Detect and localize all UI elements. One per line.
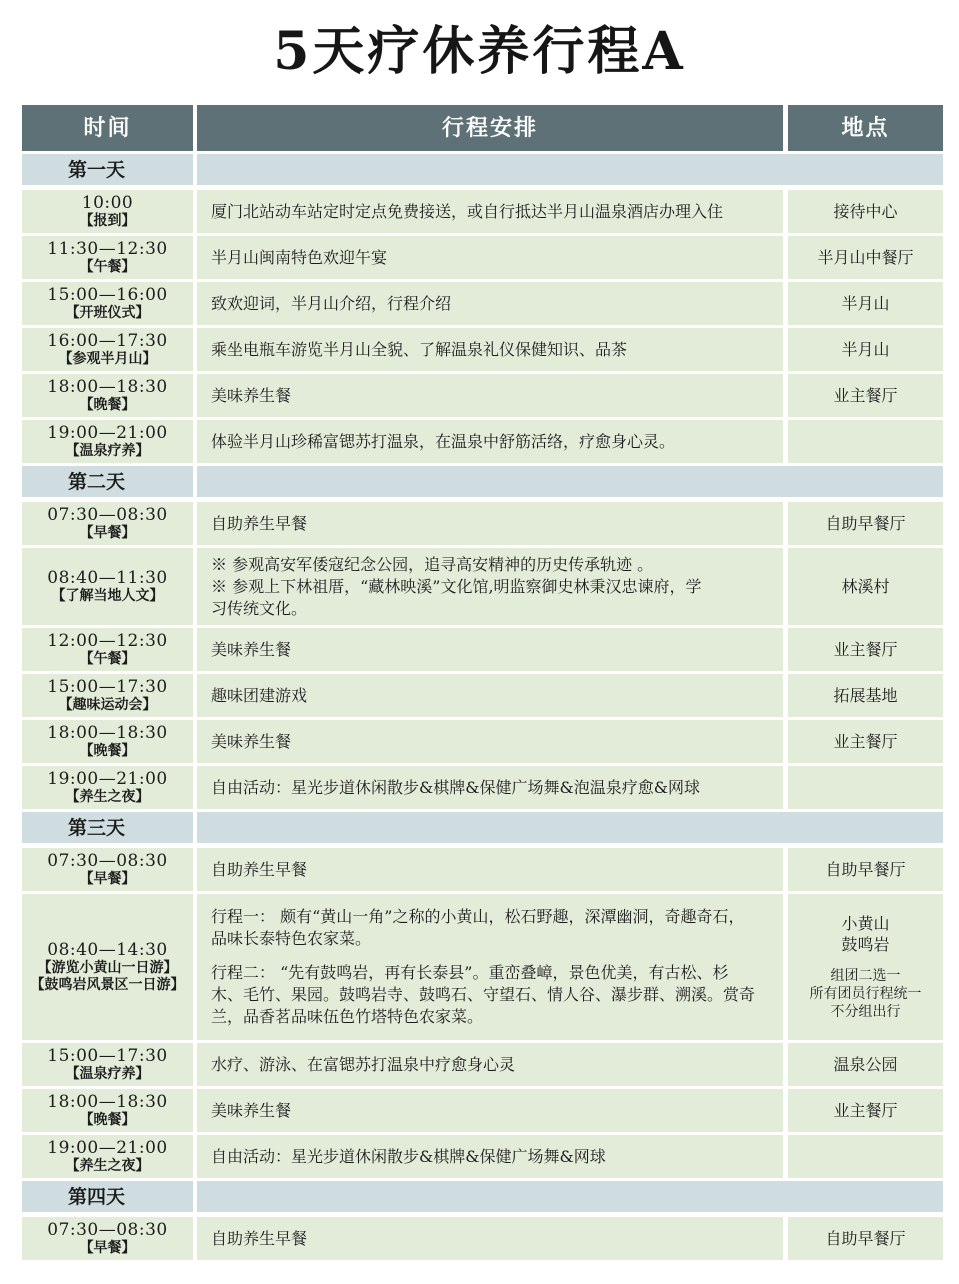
- schedule-text: 半月山闽南特色欢迎午宴: [211, 247, 388, 267]
- table-row: [22, 236, 943, 279]
- day-header: [22, 154, 943, 187]
- time-cell: [22, 720, 193, 763]
- day-label: 第三天: [68, 817, 126, 839]
- place-text: 小黄山: [841, 914, 890, 933]
- schedule-text: 自由活动：星光步道休闲散步&棋牌&保健广场舞&泡温泉疗愈&网球: [211, 777, 700, 797]
- time-cell: [22, 236, 193, 279]
- activity-tag: 【晚餐】: [79, 1111, 136, 1128]
- time-range: 08:40—11:30: [47, 567, 168, 588]
- place-note: 所有团员行程统一: [809, 986, 922, 1002]
- place-text: 林溪村: [841, 577, 890, 596]
- time-range: 15:00—17:30: [47, 676, 168, 697]
- table-row: [22, 420, 943, 463]
- place-text: 自助早餐厅: [825, 860, 906, 879]
- table-row: [22, 894, 943, 1040]
- activity-tag: 【晚餐】: [79, 396, 136, 413]
- schedule-text: 自由活动：星光步道休闲散步&棋牌&保健广场舞&网球: [211, 1146, 606, 1166]
- place-cell: [788, 1043, 943, 1086]
- table-row: [22, 328, 943, 371]
- activity-tag: 【参观半月山】: [58, 350, 157, 367]
- place-text: 业主餐厅: [833, 386, 898, 405]
- table-row: [22, 502, 943, 545]
- table-row: [22, 766, 943, 809]
- time-range: 18:00—18:30: [47, 376, 168, 397]
- place-cell: [788, 374, 943, 417]
- place-cell: [788, 766, 943, 809]
- schedule-cell: [197, 548, 783, 625]
- schedule-table: [22, 151, 943, 1260]
- schedule-text: 自助养生早餐: [211, 1228, 308, 1248]
- table-row: [22, 190, 943, 233]
- schedule-cell: [197, 1089, 783, 1132]
- time-range: 07:30—08:30: [47, 850, 168, 871]
- time-range: 16:00—17:30: [47, 330, 168, 351]
- place-text: 拓展基地: [833, 686, 898, 705]
- place-note: 不分组出行: [830, 1004, 901, 1020]
- table-row: [22, 720, 943, 763]
- schedule-cell: [197, 420, 783, 463]
- place-cell: [788, 1089, 943, 1132]
- time-range: 10:00: [81, 192, 134, 213]
- place-cell: [788, 894, 943, 1040]
- time-cell: [22, 848, 193, 891]
- place-cell: [788, 548, 943, 625]
- schedule-text: ※ 参观上下林祖厝，“藏林映溪”文化馆,明监察御史林秉汉忠谏府，学: [211, 576, 702, 596]
- activity-tag: 【鼓鸣岩风景区一日游】: [30, 976, 185, 993]
- time-cell: [22, 502, 193, 545]
- time-range: 19:00—21:00: [47, 1137, 168, 1158]
- time-cell: [22, 1135, 193, 1178]
- activity-tag: 【早餐】: [79, 524, 136, 541]
- place-cell: [788, 720, 943, 763]
- schedule-text: ※ 参观高安军倭寇纪念公园，追寻高安精神的历史传承轨迹 。: [211, 554, 654, 574]
- time-cell: [22, 766, 193, 809]
- activity-tag: 【温泉疗养】: [65, 442, 150, 459]
- activity-tag: 【开班仪式】: [65, 304, 150, 321]
- place-text: 半月山: [841, 340, 890, 359]
- place-text: 鼓鸣岩: [841, 935, 890, 954]
- time-cell: [22, 628, 193, 671]
- day-header: [22, 1181, 943, 1214]
- place-cell: [788, 1135, 943, 1178]
- place-text: 温泉公园: [833, 1055, 898, 1074]
- place-cell: [788, 674, 943, 717]
- place-text: 自助早餐厅: [825, 514, 906, 533]
- place-note: 组团二选一: [830, 968, 901, 984]
- place-cell: [788, 502, 943, 545]
- time-range: 11:30—12:30: [47, 238, 168, 259]
- time-range: 07:30—08:30: [47, 504, 168, 525]
- day-label: 第四天: [68, 1186, 126, 1208]
- activity-tag: 【养生之夜】: [65, 1157, 150, 1174]
- activity-tag: 【趣味运动会】: [58, 696, 157, 713]
- place-cell: [788, 628, 943, 671]
- time-range: 08:40—14:30: [47, 939, 168, 960]
- time-cell: [22, 1217, 193, 1260]
- place-text: 业主餐厅: [833, 640, 898, 659]
- time-cell: [22, 190, 193, 233]
- schedule-cell: [197, 236, 783, 279]
- time-range: 15:00—16:00: [47, 284, 168, 305]
- table-row: [22, 1089, 943, 1132]
- time-cell: [22, 674, 193, 717]
- activity-tag: 【早餐】: [79, 870, 136, 887]
- time-range: 18:00—18:30: [47, 1091, 168, 1112]
- activity-tag: 【游览小黄山一日游】: [37, 959, 178, 976]
- schedule-text: 兰，品香茗品味伍色竹塔特色农家菜。: [211, 1007, 484, 1026]
- schedule-cell: [197, 848, 783, 891]
- schedule-text: 习传统文化。: [211, 598, 308, 618]
- header-time: 时间: [22, 105, 193, 151]
- time-cell: [22, 1043, 193, 1086]
- schedule-text: 美味养生餐: [211, 385, 292, 405]
- place-text: 半月山: [841, 294, 890, 313]
- table-row: [22, 628, 943, 671]
- table-row: [22, 1135, 943, 1178]
- time-range: 19:00—21:00: [47, 422, 168, 443]
- schedule-cell: [197, 894, 783, 1040]
- place-cell: [788, 190, 943, 233]
- schedule-text: 美味养生餐: [211, 639, 292, 659]
- time-cell: [22, 894, 193, 1040]
- schedule-text: 品味长泰特色农家菜。: [211, 929, 372, 948]
- time-cell: [22, 1089, 193, 1132]
- place-cell: [788, 420, 943, 463]
- schedule-text: 趣味团建游戏: [211, 685, 308, 705]
- place-text: 业主餐厅: [833, 1101, 898, 1120]
- activity-tag: 【晚餐】: [79, 742, 136, 759]
- place-cell: [788, 282, 943, 325]
- activity-tag: 【午餐】: [79, 258, 136, 275]
- schedule-text: 行程二： “先有鼓鸣岩，再有长泰县”。重峦叠嶂，景色优美，有古松、杉: [211, 963, 729, 982]
- time-range: 12:00—12:30: [47, 630, 168, 651]
- schedule-text: 乘坐电瓶车游览半月山全貌、了解温泉礼仪保健知识、品茶: [211, 339, 628, 359]
- schedule-cell: [197, 1135, 783, 1178]
- schedule-cell: [197, 628, 783, 671]
- activity-tag: 【了解当地人文】: [51, 587, 164, 604]
- header-place: 地点: [788, 105, 943, 151]
- schedule-text: 厦门北站动车站定时定点免费接送，或自行抵达半月山温泉酒店办理入住: [211, 201, 724, 221]
- table-row: [22, 848, 943, 891]
- day-header: [22, 466, 943, 499]
- schedule-text: 木、毛竹、果园。鼓鸣岩寺、鼓鸣石、守望石、情人谷、瀑步群、溯溪。赏奇: [211, 985, 756, 1004]
- schedule-cell: [197, 1217, 783, 1260]
- day-header: [22, 812, 943, 845]
- page-title: 5天疗休养行程A: [273, 21, 686, 82]
- place-text: 半月山中餐厅: [817, 248, 914, 267]
- schedule-cell: [197, 1043, 783, 1086]
- activity-tag: 【早餐】: [79, 1239, 136, 1256]
- schedule-text: 自助养生早餐: [211, 513, 308, 533]
- time-cell: [22, 420, 193, 463]
- schedule-text: 美味养生餐: [211, 731, 292, 751]
- schedule-text: 自助养生早餐: [211, 859, 308, 879]
- schedule-text: 行程一： 颇有“黄山一角”之称的小黄山，松石野趣，深潭幽洞，奇趣奇石，: [211, 907, 745, 926]
- table-row: [22, 374, 943, 417]
- table-row: [22, 1217, 943, 1260]
- schedule-cell: [197, 282, 783, 325]
- time-range: 15:00—17:30: [47, 1045, 168, 1066]
- schedule-cell: [197, 674, 783, 717]
- activity-tag: 【温泉疗养】: [65, 1065, 150, 1082]
- time-cell: [22, 548, 193, 625]
- place-text: 业主餐厅: [833, 732, 898, 751]
- day-label: 第一天: [68, 159, 126, 181]
- activity-tag: 【养生之夜】: [65, 788, 150, 805]
- place-cell: [788, 848, 943, 891]
- place-cell: [788, 1217, 943, 1260]
- time-cell: [22, 282, 193, 325]
- time-range: 07:30—08:30: [47, 1219, 168, 1240]
- schedule-text: 体验半月山珍稀富锶苏打温泉，在温泉中舒筋活络，疗愈身心灵。: [211, 431, 676, 451]
- schedule-text: 美味养生餐: [211, 1100, 292, 1120]
- table-row: [22, 548, 943, 625]
- place-text: 接待中心: [833, 202, 898, 221]
- schedule-cell: [197, 502, 783, 545]
- time-cell: [22, 328, 193, 371]
- time-cell: [22, 374, 193, 417]
- day-label: 第二天: [68, 471, 126, 493]
- activity-tag: 【午餐】: [79, 650, 136, 667]
- schedule-text: 致欢迎词，半月山介绍，行程介绍: [211, 293, 452, 313]
- header-schedule: 行程安排: [197, 105, 783, 151]
- table-row: [22, 674, 943, 717]
- schedule-cell: [197, 720, 783, 763]
- schedule-cell: [197, 190, 783, 233]
- time-range: 18:00—18:30: [47, 722, 168, 743]
- schedule-cell: [197, 374, 783, 417]
- place-text: 自助早餐厅: [825, 1229, 906, 1248]
- schedule-cell: [197, 328, 783, 371]
- table-header: [22, 105, 943, 151]
- schedule-text: 水疗、游泳、在富锶苏打温泉中疗愈身心灵: [211, 1054, 516, 1074]
- activity-tag: 【报到】: [79, 212, 136, 229]
- place-cell: [788, 328, 943, 371]
- schedule-cell: [197, 766, 783, 809]
- table-row: [22, 282, 943, 325]
- place-cell: [788, 236, 943, 279]
- time-range: 19:00—21:00: [47, 768, 168, 789]
- table-row: [22, 1043, 943, 1086]
